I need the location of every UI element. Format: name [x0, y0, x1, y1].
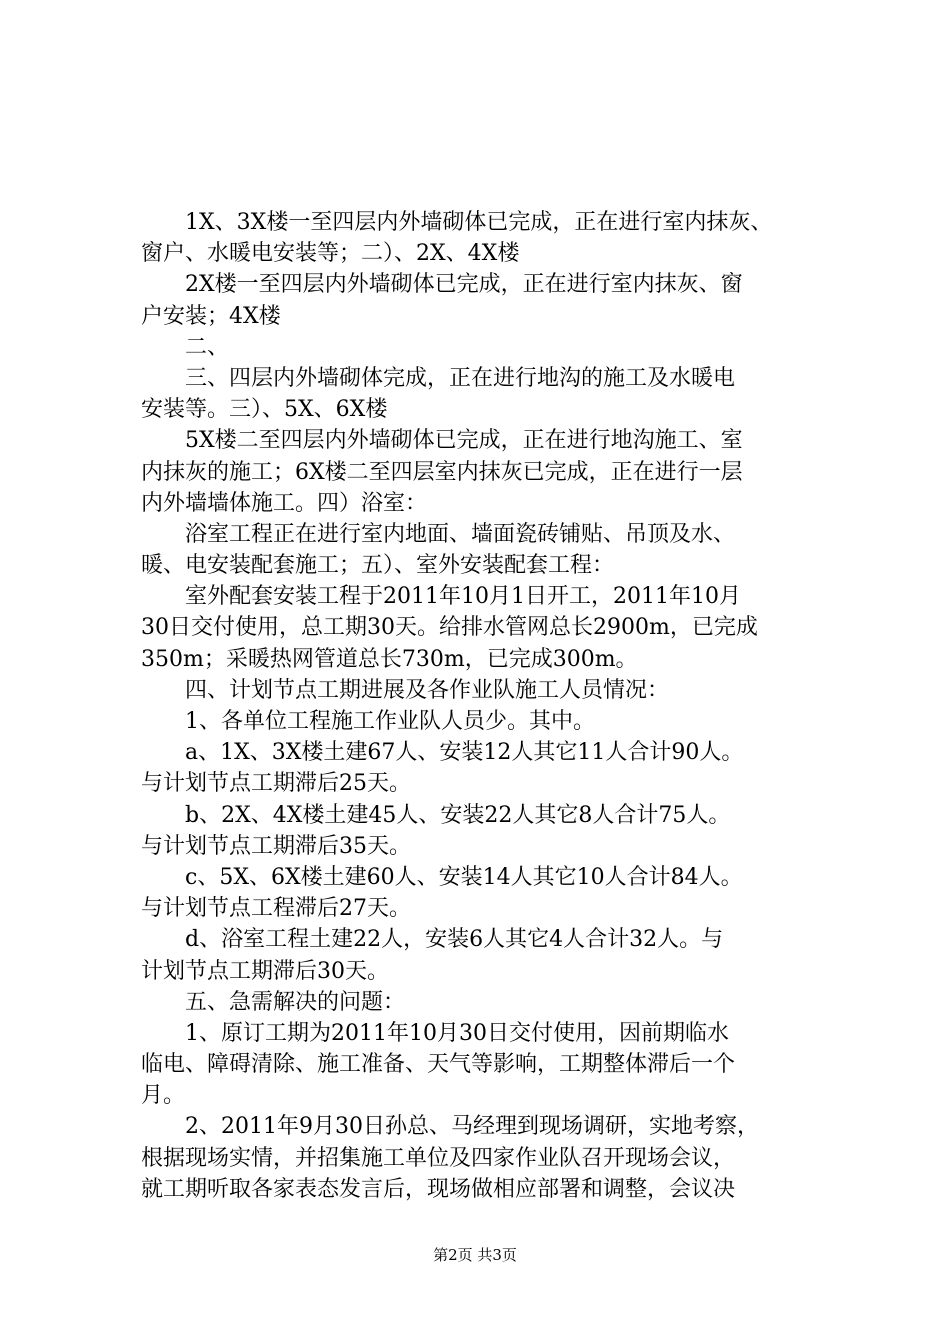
text-line: 内抹灰的施工；6X楼二至四层室内抹灰已完成，正在进行一层: [141, 459, 743, 485]
text-line: 1、原订工期为2011年10月30日交付使用，因前期临水: [185, 1020, 729, 1046]
text-line: 五、急需解决的问题：: [185, 989, 406, 1015]
text-line: b、2X、4X楼土建45人、安装22人其它8人合计75人。: [185, 802, 731, 828]
text-line: 浴室工程正在进行室内地面、墙面瓷砖铺贴、吊顶及水、: [185, 521, 736, 547]
text-line: 2、2011年9月30日孙总、马经理到现场调研，实地考察，: [185, 1114, 759, 1140]
text-line: 计划节点工期滞后30天。: [141, 958, 389, 984]
text-line: 根据现场实情，并招集施工单位及四家作业队召开现场会议，: [141, 1145, 736, 1171]
text-line: 2X楼一至四层内外墙砌体已完成，正在进行室内抹灰、窗: [185, 272, 743, 298]
text-line: 临电、障碍清除、施工准备、天气等影响，工期整体滞后一个: [141, 1052, 736, 1078]
text-line: 安装等。三）、5X、6X楼: [141, 397, 388, 423]
text-line: 三、四层内外墙砌体完成，正在进行地沟的施工及水暖电: [185, 365, 736, 391]
text-line: 月。: [141, 1083, 186, 1109]
text-line: 5X楼二至四层内外墙砌体已完成，正在进行地沟施工、室: [185, 428, 743, 454]
text-line: 就工期听取各家表态发言后，现场做相应部署和调整，会议决: [141, 1176, 736, 1202]
document-body: [141, 207, 841, 1205]
text-line: 1、各单位工程施工作业队人员少。其中。: [185, 709, 595, 734]
text-line: 与计划节点工期滞后25天。: [141, 771, 411, 797]
text-line: 室外配套安装工程于2011年10月1日开工，2011年10月: [185, 584, 741, 610]
text-line: 四、计划节点工期进展及各作业队施工人员情况：: [185, 677, 670, 703]
text-line: d、浴室工程土建22人，安装6人其它4人合计32人。与: [185, 927, 724, 953]
text-line: 暖、电安装配套施工；五）、室外安装配套工程：: [141, 553, 615, 579]
text-line: 户安装；4X楼: [141, 303, 281, 329]
text-line: c、5X、6X楼土建60人、安装14人其它10人合计84人。: [185, 864, 743, 890]
text-line: 与计划节点工期滞后35天。: [141, 833, 411, 859]
text-line: 30日交付使用，总工期30天。给排水管网总长2900m，已完成: [141, 615, 758, 641]
text-line: 350m；采暖热网管道总长730m，已完成300m。: [141, 646, 638, 672]
text-line: 内外墙墙体施工。四）浴室：: [141, 490, 428, 516]
text-line: 1X、3X楼一至四层内外墙砌体已完成，正在进行室内抹灰、: [185, 210, 773, 235]
text-line: 窗户、水暖电安装等；二）、2X、4X楼: [141, 241, 520, 267]
text-line: a、1X、3X楼土建67人、安装12人其它11人合计90人。: [185, 740, 744, 766]
text-line: 与计划节点工程滞后27天。: [141, 896, 411, 922]
page-footer: 第2页 共3页: [433, 1246, 517, 1264]
text-line: 二、: [185, 334, 230, 360]
